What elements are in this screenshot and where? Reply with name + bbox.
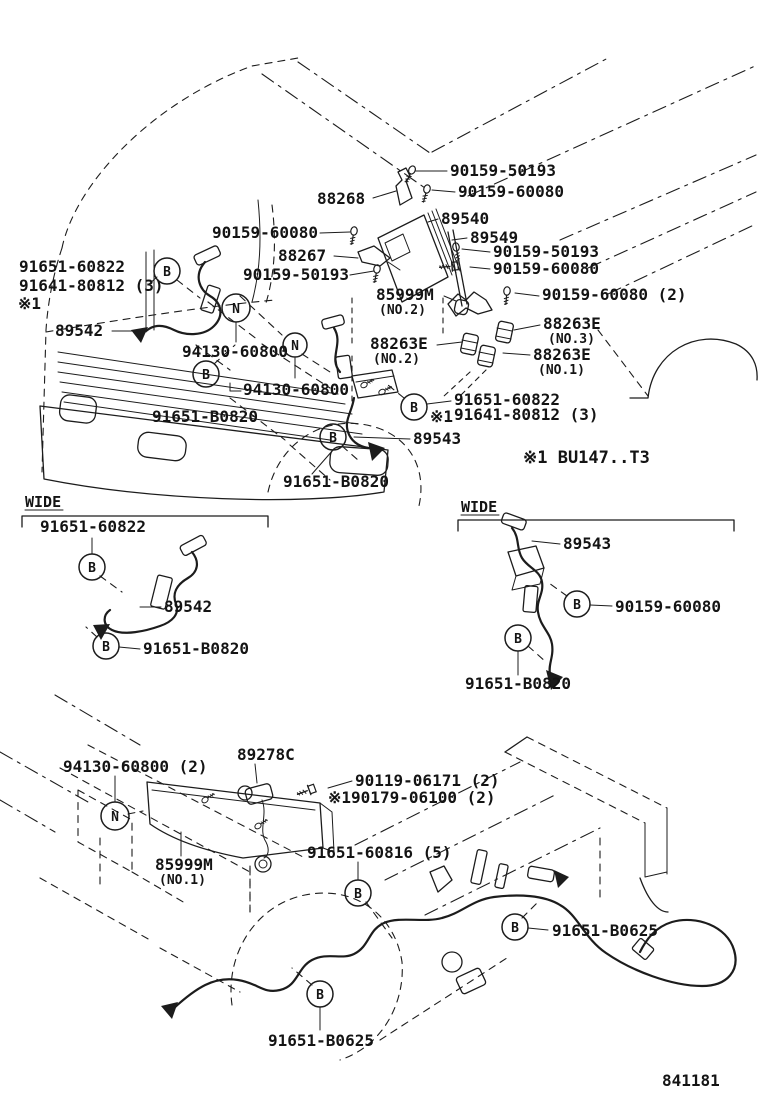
wide-left-title: WIDE: [25, 493, 62, 511]
part-label-94130-60800-x2: 94130-60800 (2): [63, 757, 208, 776]
part-label-91651-b0625-a: 91651-B0625: [552, 921, 658, 940]
part-label-88263e-no1-sub: (NO.1): [538, 363, 585, 378]
part-label-91651-60816: 91651-60816 (5): [307, 843, 452, 862]
callout-b-5: [79, 554, 105, 580]
svg-text:B: B: [329, 431, 337, 446]
diagram-code: 841181: [662, 1071, 720, 1090]
svg-text:B: B: [202, 368, 210, 383]
callout-b-2: [193, 361, 219, 387]
wide-right-bracket: [458, 515, 734, 531]
svg-text:N: N: [291, 339, 299, 354]
wide-right-title: WIDE: [461, 498, 498, 516]
callout-b-10: [502, 914, 528, 940]
part-label-89540: 89540: [441, 209, 490, 228]
part-label-85999m-no2: 85999M: [376, 285, 434, 304]
callout-b-1: [154, 258, 180, 284]
sensor-bracket-plate-85999m: [147, 782, 334, 912]
svg-text:B: B: [511, 921, 519, 936]
part-label-90159-50193-c: 90159-50193: [243, 265, 349, 284]
part-label-88263e-no3: 88263E: [543, 314, 601, 333]
svg-text:B: B: [410, 401, 418, 416]
callout-b-9: [345, 880, 371, 906]
part-label-91651-b0625-b: 91651-B0625: [268, 1031, 374, 1050]
part-label-89543-wr: 89543: [563, 534, 612, 553]
part-label-91651-b0820-a: 91651-B0820: [152, 407, 258, 426]
svg-text:B: B: [354, 887, 362, 902]
wide-left-sensor-89542: [93, 534, 207, 640]
part-label-88267: 88267: [278, 246, 327, 265]
part-label-91651-60822-wl: 91651-60822: [40, 517, 146, 536]
part-labels: [18, 161, 721, 1090]
svg-text:B: B: [316, 988, 324, 1003]
callout-b-11: [307, 981, 333, 1007]
part-label-91651-60822-a: 91651-60822: [19, 257, 125, 276]
part-label-91651-b0820-wl: 91651-B0820: [143, 639, 249, 658]
svg-text:B: B: [102, 640, 110, 655]
svg-text:B: B: [163, 265, 171, 280]
part-label-88268: 88268: [317, 189, 366, 208]
part-label-91651-b0820-b: 91651-B0820: [283, 472, 389, 491]
wire-clips-88263e: [444, 321, 514, 398]
callout-b-8: [505, 625, 531, 651]
svg-text:N: N: [232, 302, 240, 317]
part-label-90179-06100: ※190179-06100 (2): [328, 788, 496, 807]
part-label-88263e-no3-sub: (NO.3): [548, 332, 595, 347]
part-label-91651-60822-b: 91651-60822: [454, 390, 560, 409]
callout-b-4: [320, 424, 346, 450]
part-label-90159-60080-b: 90159-60080: [212, 223, 318, 242]
part-label-89543-a: 89543: [413, 429, 462, 448]
part-label-90159-60080-a: 90159-60080: [458, 182, 564, 201]
wide-right-sensor-89543: [501, 512, 563, 690]
part-label-90159-60080-x2: 90159-60080 (2): [542, 285, 687, 304]
part-label-88263e-no2-sub: (NO.2): [373, 352, 420, 367]
part-label-91641-80812-a: 91641-80812 (3): [19, 276, 164, 295]
part-label-91641-80812-b: 91641-80812 (3): [454, 405, 599, 424]
speed-sensor-89278c: [238, 783, 317, 872]
part-label-89549: 89549: [470, 228, 519, 247]
part-label-94130-60800-b: 94130-60800: [243, 380, 349, 399]
callout-b-7: [564, 591, 590, 617]
part-label-90159-50193-a: 90159-50193: [450, 161, 556, 180]
applicability-note: ※1 BU147..T3: [523, 448, 650, 468]
part-label-89542-wl: 89542: [164, 597, 213, 616]
part-label-88263e-no2: 88263E: [370, 334, 428, 353]
svg-text:N: N: [111, 810, 119, 825]
part-label-89278c: 89278C: [237, 745, 295, 764]
part-label-89542-a: 89542: [55, 321, 104, 340]
part-label-85999m-no1-sub: (NO.1): [159, 873, 206, 888]
part-label-90159-50193-b: 90159-50193: [493, 242, 599, 261]
part-label-85999m-no1: 85999M: [155, 855, 213, 874]
svg-text:B: B: [573, 598, 581, 613]
part-label-90119-06171: 90119-06171 (2): [355, 771, 500, 790]
callout-n-1: [222, 294, 250, 322]
svg-text:B: B: [514, 632, 522, 647]
part-label-90159-60080-wr: 90159-60080: [615, 597, 721, 616]
part-label-88263e-no1: 88263E: [533, 345, 591, 364]
part-label-90159-60080-c: 90159-60080: [493, 259, 599, 278]
svg-text:B: B: [88, 561, 96, 576]
part-label-85999m-no2-sub: (NO.2): [379, 303, 426, 318]
part-label-94130-60800-a: 94130-60800: [182, 342, 288, 361]
part-label-91651-b0820-wr: 91651-B0820: [465, 674, 571, 693]
footnote-mark-1: ※1: [18, 294, 42, 313]
footnote-mark-2: ※1: [430, 407, 454, 426]
callout-b-3: [401, 394, 427, 420]
callout-b-6: [93, 633, 119, 659]
